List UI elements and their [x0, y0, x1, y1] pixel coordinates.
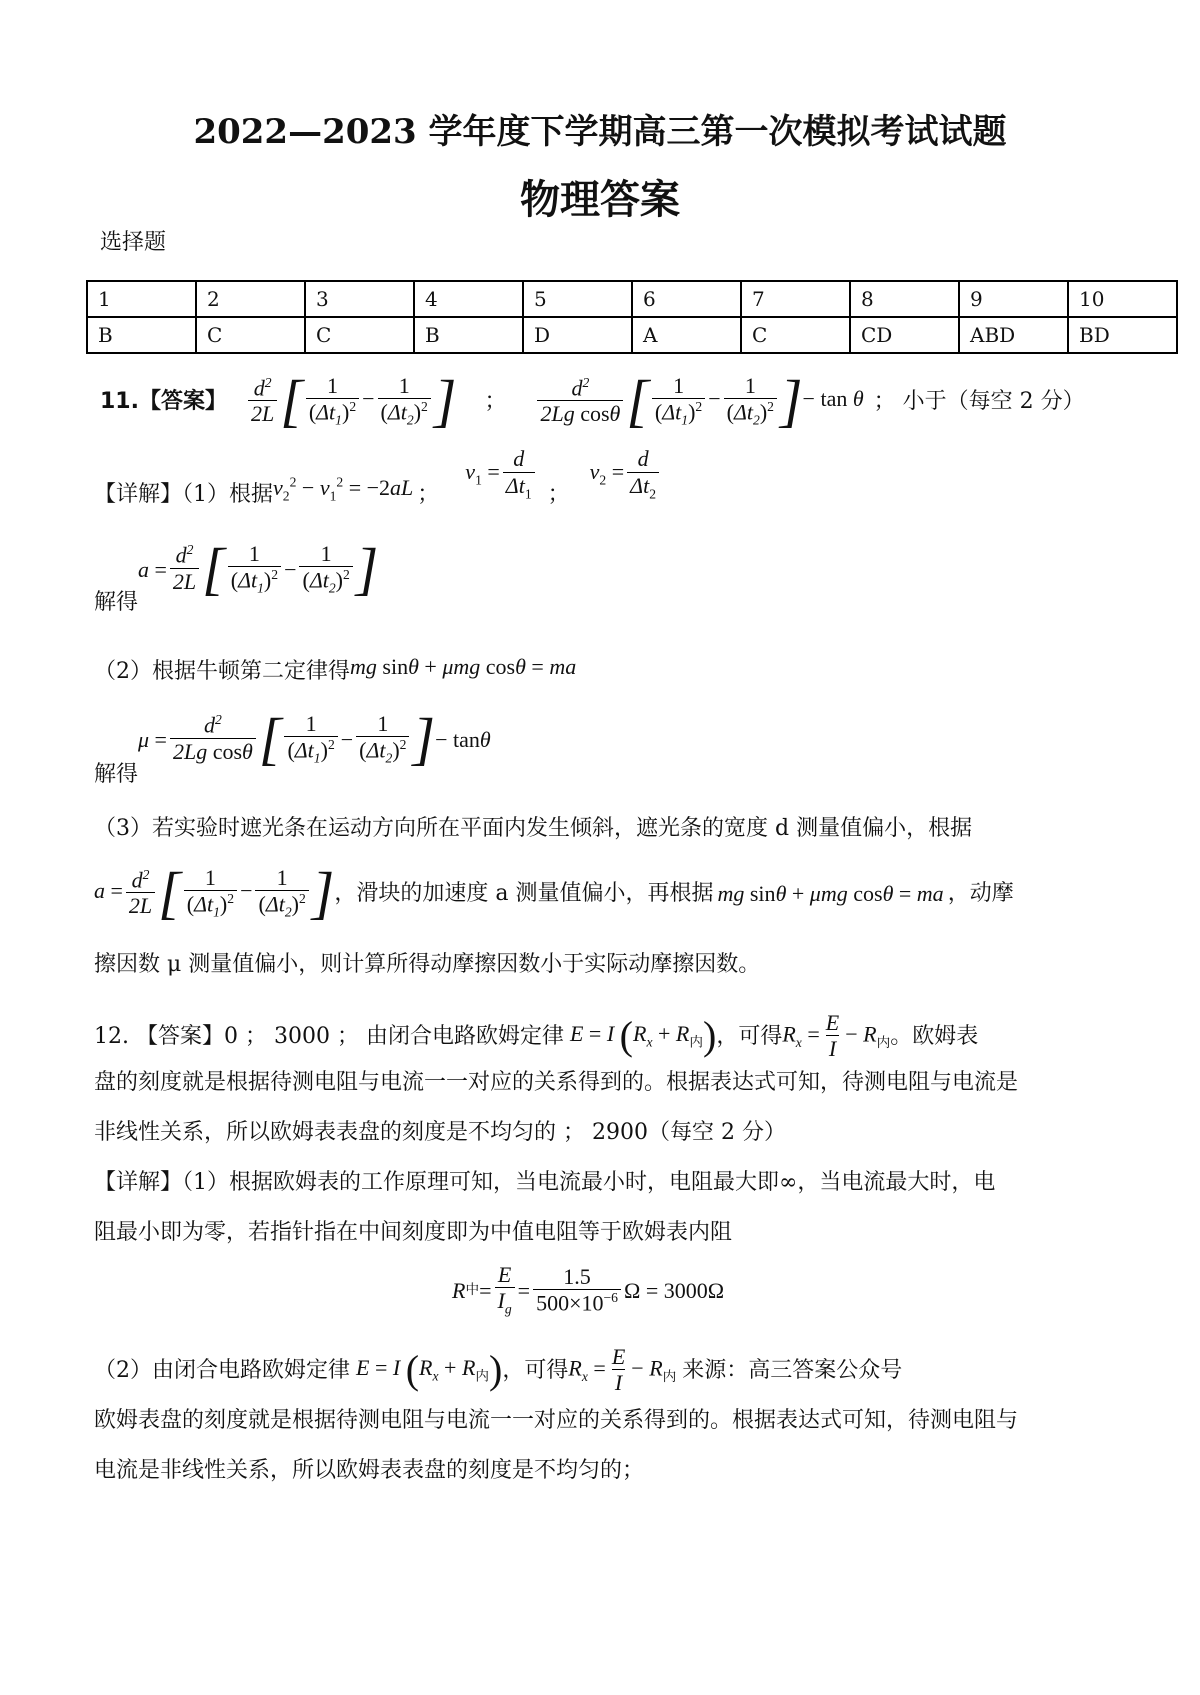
q11-solve-label-2: 解得 — [94, 762, 139, 787]
q12-p2mid: ，可得 — [502, 1357, 569, 1383]
q12-l2: 电流是非线性关系，所以欧姆表表盘的刻度是不均匀的； — [94, 1458, 645, 1483]
table-cell: B — [414, 317, 523, 353]
q12-line2: 盘的刻度就是根据待测电阻与电流一一对应的关系得到的。根据表达式可知，待测电阻与电流是 — [94, 1070, 1019, 1095]
table-cell: C — [305, 317, 414, 353]
q11-v2-formula: $v_2$ = $\frac{d}{\Delta t_2}$ — [590, 446, 662, 502]
table-cell: 8 — [850, 281, 959, 317]
table-row-numbers — [87, 281, 1177, 317]
table-cell: D — [523, 317, 632, 353]
q12-mid: ，可得 — [716, 1023, 783, 1049]
table-cell: C — [741, 317, 850, 353]
q11-semicolon: ； — [417, 482, 440, 507]
q11-detail-1 — [94, 446, 662, 511]
table-cell: 1 — [87, 281, 196, 317]
q11-v1-formula: $v_1$ = $\frac{d}{\Delta t_1}$ — [465, 446, 537, 502]
q12-tail: 。欧姆表 — [890, 1023, 979, 1049]
q11-p3b: ，滑块的加速度 a 测量值偏小，再根据 — [334, 880, 714, 906]
q11-p2: （2）根据牛顿第二定律得 — [94, 659, 350, 684]
q12-answer-line — [94, 1010, 978, 1063]
q11-semicolon: ； — [547, 482, 570, 507]
table-cell: 4 — [414, 281, 523, 317]
q11-detail-head: 【详解】（1）根据 — [94, 482, 273, 507]
answer-table — [86, 280, 1178, 354]
q12-head: 12. 【答案】0 ； 3000 ； 由闭合电路欧姆定律 — [94, 1023, 564, 1049]
q11-acceleration-formula-inline: a = $\frac{d^2}{2L}$ [ $\frac{1}{(\Delta t_1)^2}$ − $\frac{1}{(\Delta t_2)^2}$ ] — [94, 860, 335, 925]
q11-formula-2: $\frac{d^2}{\text{2Lg cosθ}}$ [ $\frac{1}{(\Delta t_1)^2}$ − $\frac{1}{(\Delta t_2)^2}$ ]− tan θ — [534, 372, 863, 430]
table-cell: ABD — [959, 317, 1068, 353]
table-cell: CD — [850, 317, 959, 353]
q12-l1: 欧姆表盘的刻度就是根据待测电阻与电流一一对应的关系得到的。根据表达式可知，待测电阻与 — [94, 1408, 1019, 1433]
q11-p3c: ，动摩 — [947, 880, 1014, 906]
q11-newton-formula: mg sinθ + μmg cosθ = ma — [350, 654, 577, 679]
table-cell: B — [87, 317, 196, 353]
page-subtitle: 物理答案 — [520, 176, 680, 223]
mc-label: 选择题 — [100, 230, 167, 255]
q11-solve-label: 解得 — [94, 590, 139, 615]
table-cell: A — [632, 317, 741, 353]
q12-midvalue-formula: R 中 = $\frac{E}{I_g}$ = $\frac{1.5}{500\times 10^{-6}}$ Ω = 3000Ω — [452, 1262, 725, 1317]
table-cell: 10 — [1068, 281, 1177, 317]
q11-p3-line2 — [94, 860, 1014, 925]
q11-answer-line — [100, 368, 1085, 433]
q11-p3: （3）若实验时遮光条在运动方向所在平面内发生倾斜，遮光条的宽度 d 测量值偏小，根据 — [94, 816, 973, 841]
q12-line3: 非线性关系，所以欧姆表表盘的刻度是不均匀的 ； 2900（每空 2 分） — [94, 1120, 786, 1145]
table-cell: 5 — [523, 281, 632, 317]
q11-acceleration-formula: a = $\frac{d^2}{2L}$ [ $\frac{1}{(\Delta t_1)^2}$ − $\frac{1}{(\Delta t_2)^2}$ ] — [138, 536, 379, 601]
q12-detail-p2 — [94, 1344, 902, 1397]
q11-head: 11.【答案】 — [100, 388, 227, 414]
q12-ohm-formula-2: E = I $(R_x + R_内)$ — [356, 1347, 503, 1393]
q11-p3d: 擦因数 μ 测量值偏小，则计算所得动摩擦因数小于实际动摩擦因数。 — [94, 952, 761, 977]
table-cell: 7 — [741, 281, 850, 317]
q11-tail: ； 小于（每空 2 分） — [873, 388, 1085, 414]
q12-rx-formula: $R_x$ = $\frac{E}{I}$ − $R_内$ — [782, 1010, 891, 1062]
q12-detail-2: 阻最小即为零，若指针指在中间刻度即为中值电阻等于欧姆表内阻 — [94, 1220, 733, 1245]
q12-ohm-formula: E = I $(R_x + R_内)$ — [569, 1013, 717, 1059]
q12-rx-formula-2: $R_x$ = $\frac{E}{I}$ − $R_内$ — [568, 1344, 677, 1396]
q11-kinematics-formula: $v_2^2 - v_1^2 = -2aL$ — [273, 474, 414, 503]
q11-newton-formula-inline: mg sinθ + μmg cosθ = ma — [717, 880, 944, 906]
source-note: 来源：高三答案公众号 — [682, 1357, 903, 1383]
q11-formula-1: $\frac{d^2}{2L}$ [ $\frac{1}{(\Delta t_1)^2}$ − $\frac{1}{(\Delta t_2)^2}$ ] — [245, 372, 456, 430]
q11-friction-formula: μ = $\frac{d^2}{\text{2Lg cosθ}}$ [ $\frac{1}{(\Delta t_1)^2}$ − $\frac{1}{(\Delta t_2)^2}$ ] − tan θ — [138, 706, 491, 771]
table-cell: 3 — [305, 281, 414, 317]
table-cell: C — [196, 317, 305, 353]
page-title: 2022—2023 学年度下学期高三第一次模拟考试试题 — [193, 112, 1007, 152]
q11-detail-2 — [94, 655, 576, 688]
table-cell: 6 — [632, 281, 741, 317]
table-row-answers — [87, 317, 1177, 353]
table-cell: BD — [1068, 317, 1177, 353]
q12-detail-1: 【详解】（1）根据欧姆表的工作原理可知，当电流最小时，电阻最大即∞，当电流最大时，电 — [94, 1170, 996, 1195]
q11-sep: ； — [484, 388, 507, 414]
table-cell: 2 — [196, 281, 305, 317]
table-cell: 9 — [959, 281, 1068, 317]
q12-p2: （2）由闭合电路欧姆定律 — [94, 1357, 350, 1383]
